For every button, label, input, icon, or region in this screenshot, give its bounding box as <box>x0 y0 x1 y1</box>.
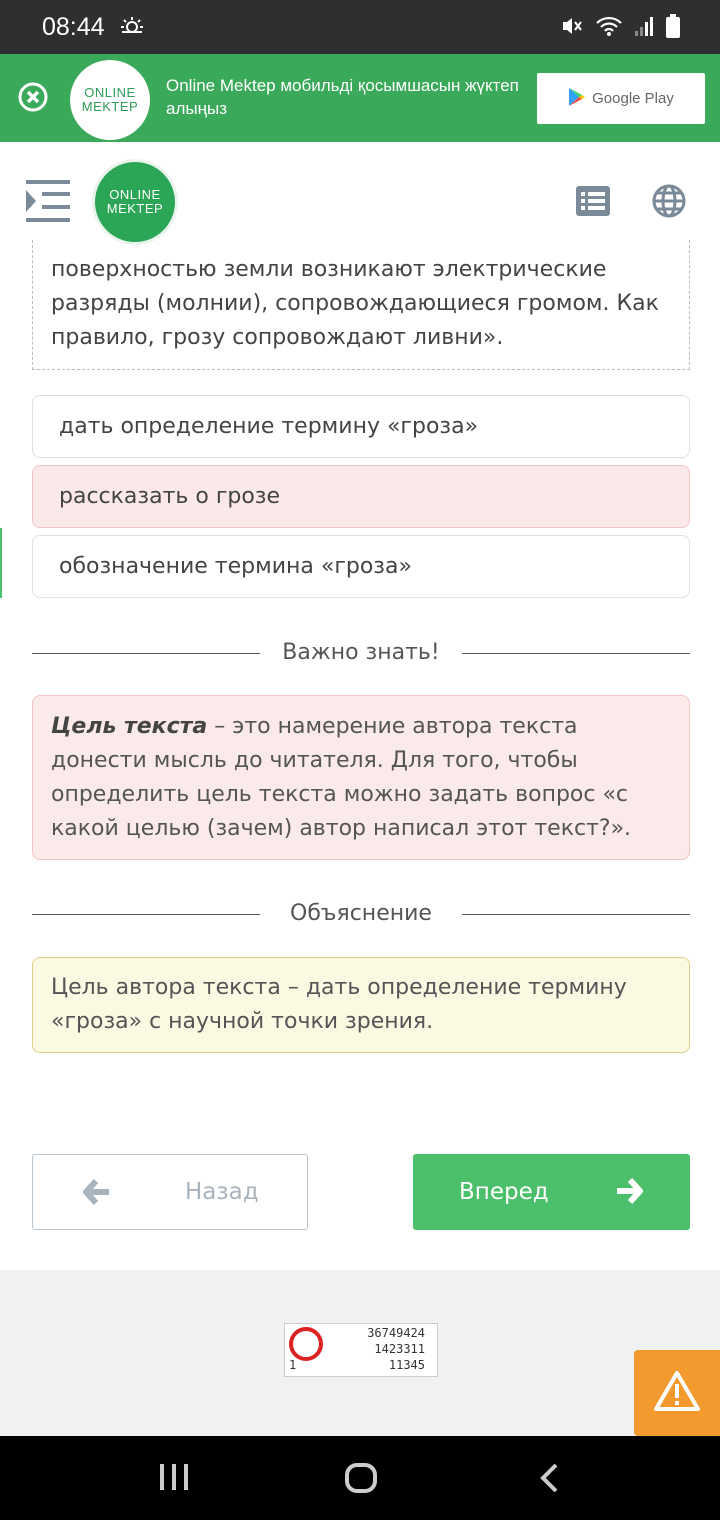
close-banner-icon[interactable] <box>17 81 49 117</box>
signal-icon <box>634 15 654 41</box>
app-download-banner <box>0 54 720 142</box>
counter-value: 36749424 <box>367 1326 425 1340</box>
answer-option-label: рассказать о грозе <box>59 484 281 509</box>
report-problem-button[interactable] <box>634 1350 720 1436</box>
important-divider <box>32 638 690 668</box>
google-play-icon <box>568 87 586 111</box>
header-logo[interactable] <box>95 162 175 242</box>
wifi-icon <box>596 15 622 41</box>
important-info-box <box>32 695 690 860</box>
recent-apps-icon[interactable] <box>158 1462 190 1496</box>
important-term: Цель текста <box>51 714 208 739</box>
counter-value: 1 <box>289 1358 297 1372</box>
answer-option-1[interactable] <box>32 395 690 458</box>
explanation-box <box>32 957 690 1053</box>
arrow-left-icon <box>83 1177 111 1211</box>
visit-counter[interactable] <box>284 1323 438 1377</box>
status-bar <box>0 0 720 54</box>
question-text-box <box>32 240 690 370</box>
counter-value: 1423311 <box>374 1342 425 1356</box>
explanation-body: Цель автора текста – дать определение термину «гроза» с научной точки зрения. <box>51 975 627 1034</box>
system-nav-bar <box>0 1436 720 1520</box>
google-play-label: Google Play <box>592 90 674 107</box>
counter-logo-icon <box>289 1327 323 1361</box>
divider-line <box>462 914 690 915</box>
next-button[interactable] <box>413 1154 690 1230</box>
globe-icon[interactable] <box>652 184 686 222</box>
menu-icon[interactable] <box>26 180 70 226</box>
explanation-heading: Объяснение <box>290 901 432 926</box>
answer-option-label: обозначение термина «гроза» <box>59 554 412 579</box>
weather-icon <box>120 15 144 41</box>
warning-icon <box>653 1370 701 1416</box>
back-button[interactable] <box>32 1154 308 1230</box>
counter-value: 11345 <box>388 1358 425 1372</box>
back-nav-icon[interactable] <box>538 1462 560 1498</box>
google-play-button[interactable] <box>537 73 705 124</box>
logo-line-1: ONLINE <box>109 187 161 202</box>
answer-option-label: дать определение термину «гроза» <box>59 414 479 439</box>
back-label: Назад <box>185 1179 259 1205</box>
promo-text: Online Mektep мобильді қосымшасын жүктеп алыңыз <box>166 76 519 118</box>
answer-option-3[interactable] <box>32 535 690 598</box>
home-icon[interactable] <box>344 1462 378 1498</box>
footer <box>0 1270 720 1436</box>
explanation-divider <box>32 899 690 929</box>
question-text: поверхностью земли возникают электрические разряды (молнии), сопровождающиеся громом. Как правило, грозу сопровождают ливни». <box>51 257 659 350</box>
important-body: – это намерение автора текста донести мысль до читателя. Для того, чтобы определить цель текста можно задать вопрос «с какой целью (зачем) автор написал этот текст?». <box>51 714 632 841</box>
answer-option-2-wrong[interactable] <box>32 465 690 528</box>
arrow-right-icon <box>615 1176 643 1210</box>
promo-logo <box>70 60 150 140</box>
logo-line-2: MEKTEP <box>81 99 139 114</box>
selection-marker <box>0 528 2 598</box>
battery-icon <box>666 14 680 42</box>
status-time: 08:44 <box>42 13 105 41</box>
important-heading: Важно знать! <box>282 640 440 665</box>
divider-line <box>462 653 690 654</box>
logo-line-1: ONLINE <box>84 85 136 100</box>
logo-line-2: MEKTEP <box>106 201 164 216</box>
list-icon[interactable] <box>576 186 610 220</box>
mute-icon <box>560 15 584 41</box>
next-label: Вперед <box>459 1179 549 1205</box>
